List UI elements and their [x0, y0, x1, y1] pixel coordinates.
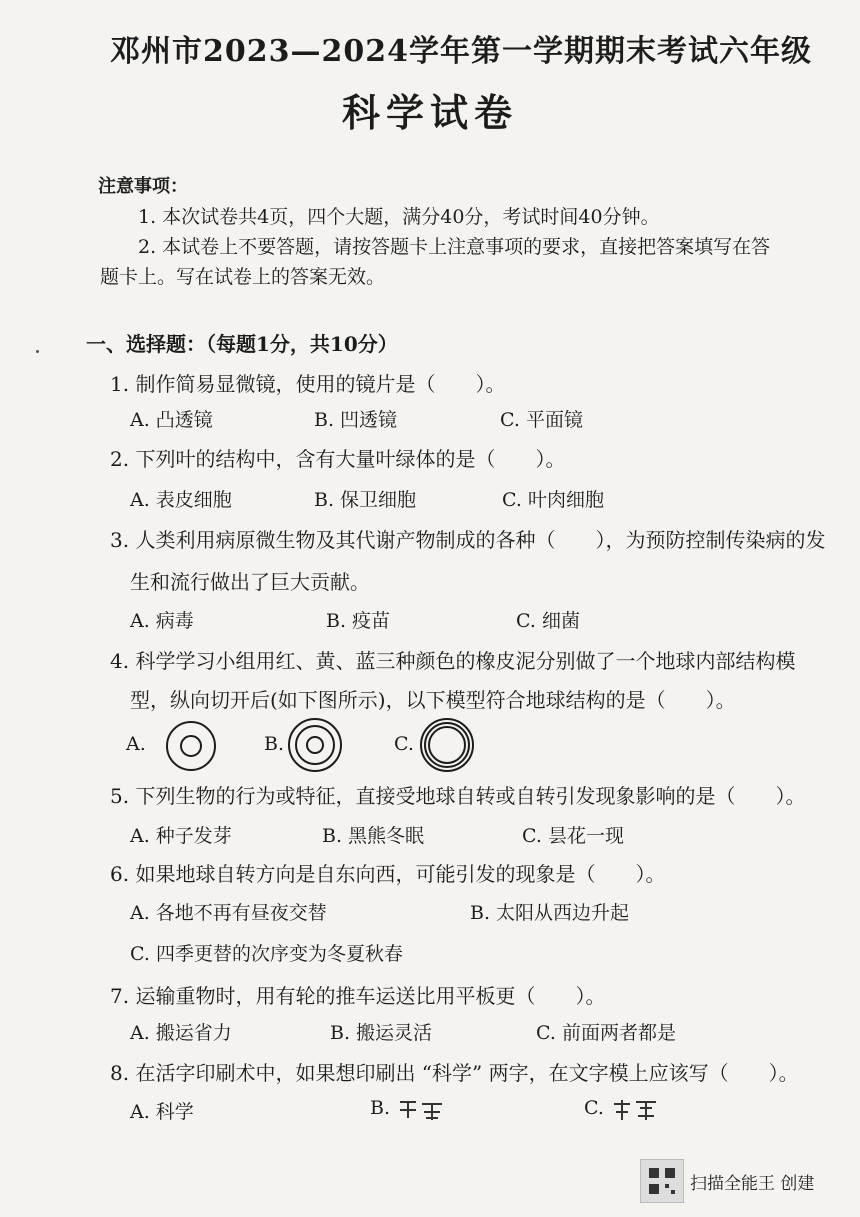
note-line-2-cont: 题卡上。写在试卷上的答案无效。 [100, 266, 386, 288]
question-7-option-b: B. 搬运灵活 [330, 1022, 433, 1044]
exam-subtitle: 科学试卷 [341, 90, 518, 135]
earth-model-c-icon [418, 716, 476, 774]
question-3: 3. 人类利用病原微生物及其代谢产物制成的各种（ ），为预防控制传染病的发 [110, 528, 826, 552]
question-5-option-b: B. 黑熊冬眠 [322, 825, 425, 847]
scanner-logo-icon [640, 1159, 684, 1203]
question-6-option-a: A. 各地不再有昼夜交替 [130, 902, 327, 924]
question-7-option-c: C. 前面两者都是 [536, 1022, 676, 1044]
question-3-option-a: A. 病毒 [130, 610, 194, 632]
question-4-option-a: A. [126, 733, 146, 755]
question-5-option-c: C. 昙花一现 [522, 825, 624, 847]
question-1-option-a: A. 凸透镜 [130, 409, 213, 431]
question-5: 5. 下列生物的行为或特征，直接受地球自转或自转引发现象影响的是（ ）。 [110, 784, 806, 808]
question-8-option-b: B. [370, 1097, 391, 1119]
question-5-option-a: A. 种子发芽 [130, 825, 232, 847]
question-3-option-c: C. 细菌 [516, 610, 580, 632]
question-3-cont: 生和流行做出了巨大贡献。 [130, 570, 370, 594]
question-2: 2. 下列叶的结构中，含有大量叶绿体的是（ ）。 [110, 447, 566, 471]
question-4: 4. 科学学习小组用红、黄、蓝三种颜色的橡皮泥分别做了一个地球内部结构模 [110, 649, 796, 673]
exam-title: 邓州市2023—2024学年第一学期期末考试六年级 [110, 34, 812, 69]
mirrored-characters-c-icon [610, 1098, 660, 1122]
scanner-watermark [640, 1160, 814, 1202]
question-3-option-b: B. 疫苗 [326, 610, 391, 632]
note-line-2: 2. 本试卷上不要答题，请按答题卡上注意事项的要求，直接把答案填写在答 [138, 236, 771, 258]
question-2-option-c: C. 叶肉细胞 [502, 489, 604, 511]
question-1: 1. 制作简易显微镜，使用的镜片是（ ）。 [110, 372, 506, 396]
question-4-option-b: B. [264, 733, 285, 755]
question-6-option-b: B. 太阳从西边升起 [470, 902, 630, 924]
section-heading: 一、选择题：（每题1分，共10分） [86, 332, 398, 356]
earth-model-a-icon [163, 718, 219, 774]
question-1-option-b: B. 凹透镜 [314, 409, 398, 431]
question-8-option-c: C. [584, 1097, 604, 1119]
question-8: 8. 在活字印刷术中，如果想印刷出 “科学” 两字，在文字模上应该写（ ）。 [110, 1061, 799, 1085]
question-4-cont: 型，纵向切开后(如下图所示)，以下模型符合地球结构的是（ ）。 [130, 688, 736, 712]
note-line-1: 1. 本次试卷共4页，四个大题，满分40分，考试时间40分钟。 [138, 206, 660, 228]
question-8-option-a: A. 科学 [130, 1101, 194, 1123]
notes-heading: 注意事项： [98, 176, 188, 197]
question-2-option-a: A. 表皮细胞 [130, 489, 232, 511]
question-7-option-a: A. 搬运省力 [130, 1022, 232, 1044]
question-6-option-c: C. 四季更替的次序变为冬夏秋春 [130, 943, 403, 965]
scanner-label: 扫描全能王 创建 [690, 1173, 815, 1194]
question-2-option-b: B. 保卫细胞 [314, 489, 417, 511]
scan-speck [36, 350, 39, 353]
question-7: 7. 运输重物时，用有轮的推车运送比用平板更（ ）。 [110, 984, 606, 1008]
mirrored-characters-b-icon [396, 1098, 446, 1122]
question-4-option-c: C. [394, 733, 414, 755]
question-1-option-c: C. 平面镜 [500, 409, 583, 431]
question-6: 6. 如果地球自转方向是自东向西，可能引发的现象是（ ）。 [110, 862, 666, 886]
earth-model-b-icon [286, 716, 344, 774]
